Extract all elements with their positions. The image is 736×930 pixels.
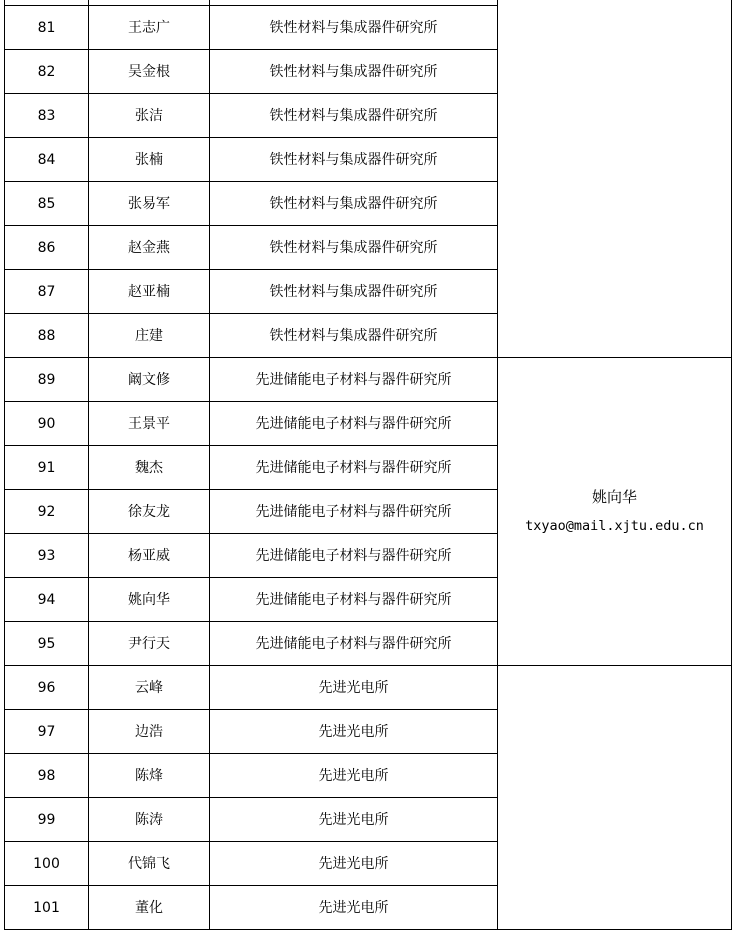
person-name: 张易军 [89,182,210,226]
institute-name: 先进光电所 [210,710,498,754]
institute-name: 先进光电所 [210,886,498,930]
institute-name: 先进储能电子材料与器件研究所 [210,578,498,622]
contact-cell [498,666,732,930]
staff-table [4,0,732,930]
person-name: 张洁 [89,94,210,138]
institute-name: 先进储能电子材料与器件研究所 [210,358,498,402]
staff-table-body [5,0,732,930]
institute-name: 先进储能电子材料与器件研究所 [210,490,498,534]
person-name: 张楠 [89,138,210,182]
row-number: 101 [5,886,89,930]
person-name: 魏杰 [89,446,210,490]
contact-email: txyao@mail.xjtu.edu.cn [525,518,704,534]
row-number: 83 [5,94,89,138]
row-number: 82 [5,50,89,94]
table-row [5,358,732,402]
person-name: 徐友龙 [89,490,210,534]
row-number: 91 [5,446,89,490]
institute-name: 先进储能电子材料与器件研究所 [210,402,498,446]
person-name: 云峰 [89,666,210,710]
institute-name: 先进光电所 [210,666,498,710]
row-number: 94 [5,578,89,622]
row-number: 98 [5,754,89,798]
person-name: 杨亚威 [89,534,210,578]
contact-name: 姚向华 [591,488,637,506]
person-name: 赵金燕 [89,226,210,270]
row-number: 81 [5,6,89,50]
person-name: 王志广 [89,6,210,50]
institute-name: 铁性材料与集成器件研究所 [210,6,498,50]
row-number: 87 [5,270,89,314]
person-name: 边浩 [89,710,210,754]
contact-cell [498,358,732,666]
row-number: 96 [5,666,89,710]
institute-name: 铁性材料与集成器件研究所 [210,50,498,94]
table-row [5,666,732,710]
institute-name: 铁性材料与集成器件研究所 [210,138,498,182]
row-number: 84 [5,138,89,182]
row-number: 97 [5,710,89,754]
row-number: 92 [5,490,89,534]
row-number: 89 [5,358,89,402]
institute-name: 先进储能电子材料与器件研究所 [210,534,498,578]
institute-name: 先进储能电子材料与器件研究所 [210,446,498,490]
row-number: 90 [5,402,89,446]
person-name: 代锦飞 [89,842,210,886]
institute-name: 先进光电所 [210,842,498,886]
person-name: 董化 [89,886,210,930]
institute-name: 铁性材料与集成器件研究所 [210,270,498,314]
person-name: 姚向华 [89,578,210,622]
row-number: 86 [5,226,89,270]
institute-name: 先进光电所 [210,798,498,842]
institute-name: 铁性材料与集成器件研究所 [210,314,498,358]
person-name: 吴金根 [89,50,210,94]
person-name: 尹行天 [89,622,210,666]
institute-name: 铁性材料与集成器件研究所 [210,226,498,270]
institute-name: 铁性材料与集成器件研究所 [210,182,498,226]
person-name: 陈涛 [89,798,210,842]
institute-name: 先进光电所 [210,754,498,798]
contact-cell [498,0,732,358]
institute-name: 先进储能电子材料与器件研究所 [210,622,498,666]
row-number: 93 [5,534,89,578]
row-number: 95 [5,622,89,666]
person-name: 阚文修 [89,358,210,402]
person-name: 陈烽 [89,754,210,798]
row-number: 100 [5,842,89,886]
person-name: 庄建 [89,314,210,358]
row-number: 88 [5,314,89,358]
person-name: 王景平 [89,402,210,446]
row-number: 99 [5,798,89,842]
institute-name: 铁性材料与集成器件研究所 [210,94,498,138]
row-number: 85 [5,182,89,226]
person-name: 赵亚楠 [89,270,210,314]
